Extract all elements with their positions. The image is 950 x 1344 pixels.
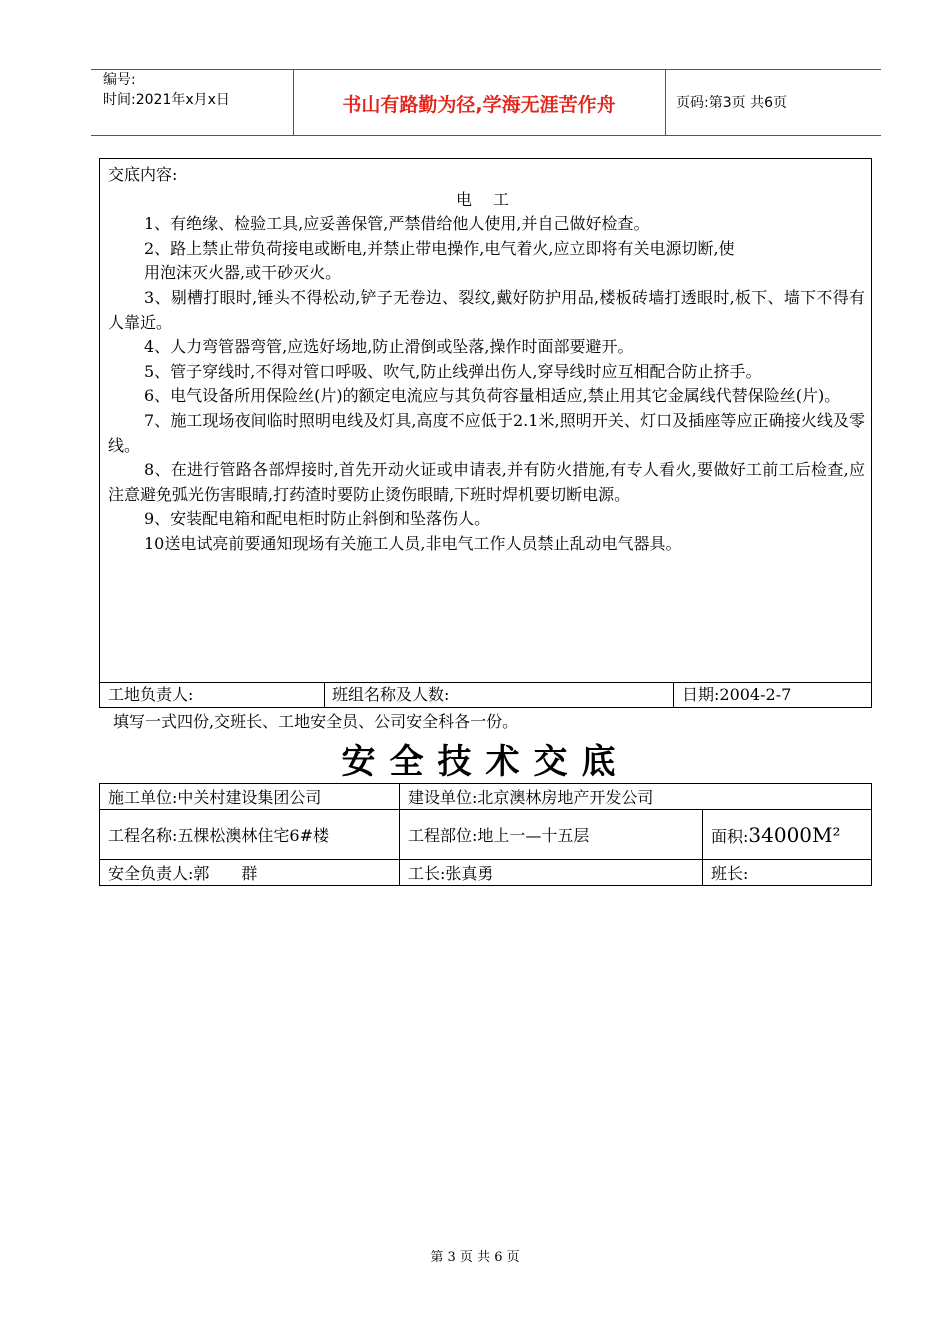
rule-item: 7、施工现场夜间临时照明电线及灯具,高度不应低于2.1米,照明开关、灯口及插座等应正确接火线及零线。 [108, 410, 865, 455]
rule-item: 用泡沫灭火器,或干砂灭火。 [144, 263, 342, 283]
project-info-table [99, 783, 872, 886]
team-label: 班组名称及人数: [332, 685, 450, 704]
project-name: 工程名称:五棵松澳林住宅6#楼 [100, 810, 400, 860]
developer: 建设单位:北京澳林房地产开发公司 [400, 784, 872, 810]
rule-item: 5、管子穿线时,不得对管口呼吸、吹气,防止线弹出伤人,穿导线时应互相配合防止挤手。 [144, 361, 762, 381]
foreman: 工长:张真勇 [400, 860, 703, 886]
project-part: 工程部位:地上一—十五层 [400, 810, 703, 860]
rule-item: 10送电试亮前要通知现场有关施工人员,非电气工作人员禁止乱动电气器具。 [144, 533, 682, 553]
disclosure-box [99, 158, 872, 708]
date-label: 日期:2004-2-7 [682, 685, 792, 704]
copies-note: 填写一式四份,交班长、工地安全员、公司安全科各一份。 [113, 712, 519, 731]
sign-row [99, 682, 872, 708]
header-divider-right [665, 69, 666, 135]
document-title: 安全技术交底 [341, 742, 630, 782]
header-top-rule [91, 69, 881, 70]
disclosure-content [108, 163, 865, 557]
sign-row-divider [324, 683, 325, 707]
doc-number: 编号: [103, 72, 136, 88]
site-manager-label: 工地负责人: [108, 685, 194, 704]
area-label: 面积: [711, 826, 749, 846]
team-leader: 班长: [703, 860, 872, 886]
rule-item: 1、有绝缘、检验工具,应妥善保管,严禁借给他人使用,并自己做好检查。 [144, 214, 650, 234]
page-indicator: 页码:第3页 共6页 [676, 95, 787, 111]
construction-unit: 施工单位:中关村建设集团公司 [100, 784, 400, 810]
doc-time: 时间:2021年x月x日 [103, 92, 230, 108]
header-bottom-rule [91, 135, 881, 136]
rule-item: 4、人力弯管器弯管,应选好场地,防止滑倒或坠落,操作时面部要避开。 [144, 337, 634, 357]
rule-item: 8、在进行管路各部焊接时,首先开动火证或申请表,并有防火措施,有专人看火,要做好工前工后检查,应注意避免弧光伤害眼睛,打药渣时要防止烫伤眼睛,下班时焊机要切断电源。 [108, 460, 865, 504]
rule-item: 9、安装配电箱和配电柜时防止斜倒和坠落伤人。 [144, 509, 491, 529]
disclosure-label: 交底内容: [108, 165, 178, 184]
area-value: 34000M² [748, 822, 841, 847]
page-footer: 第 3 页 共 6 页 [430, 1250, 520, 1265]
rule-item: 3、剔槽打眼时,锤头不得松动,铲子无卷边、裂纹,戴好防护用品,楼板砖墙打透眼时,板下、墙下不得有人靠近。 [108, 287, 865, 332]
safety-manager: 安全负责人:郭 群 [100, 860, 400, 886]
sign-row-divider [673, 683, 674, 707]
motto: 书山有路勤为径,学海无涯苦作舟 [342, 94, 616, 116]
rule-item: 2、路上禁止带负荷接电或断电,并禁止带电操作,电气着火,应立即将有关电源切断,使 [144, 238, 735, 258]
disclosure-title: 电 工 [455, 189, 518, 209]
rule-item: 6、电气设备所用保险丝(片)的额定电流应与其负荷容量相适应,禁止用其它金属线代替保险丝(片)。 [144, 386, 841, 406]
area-cell [703, 810, 872, 860]
